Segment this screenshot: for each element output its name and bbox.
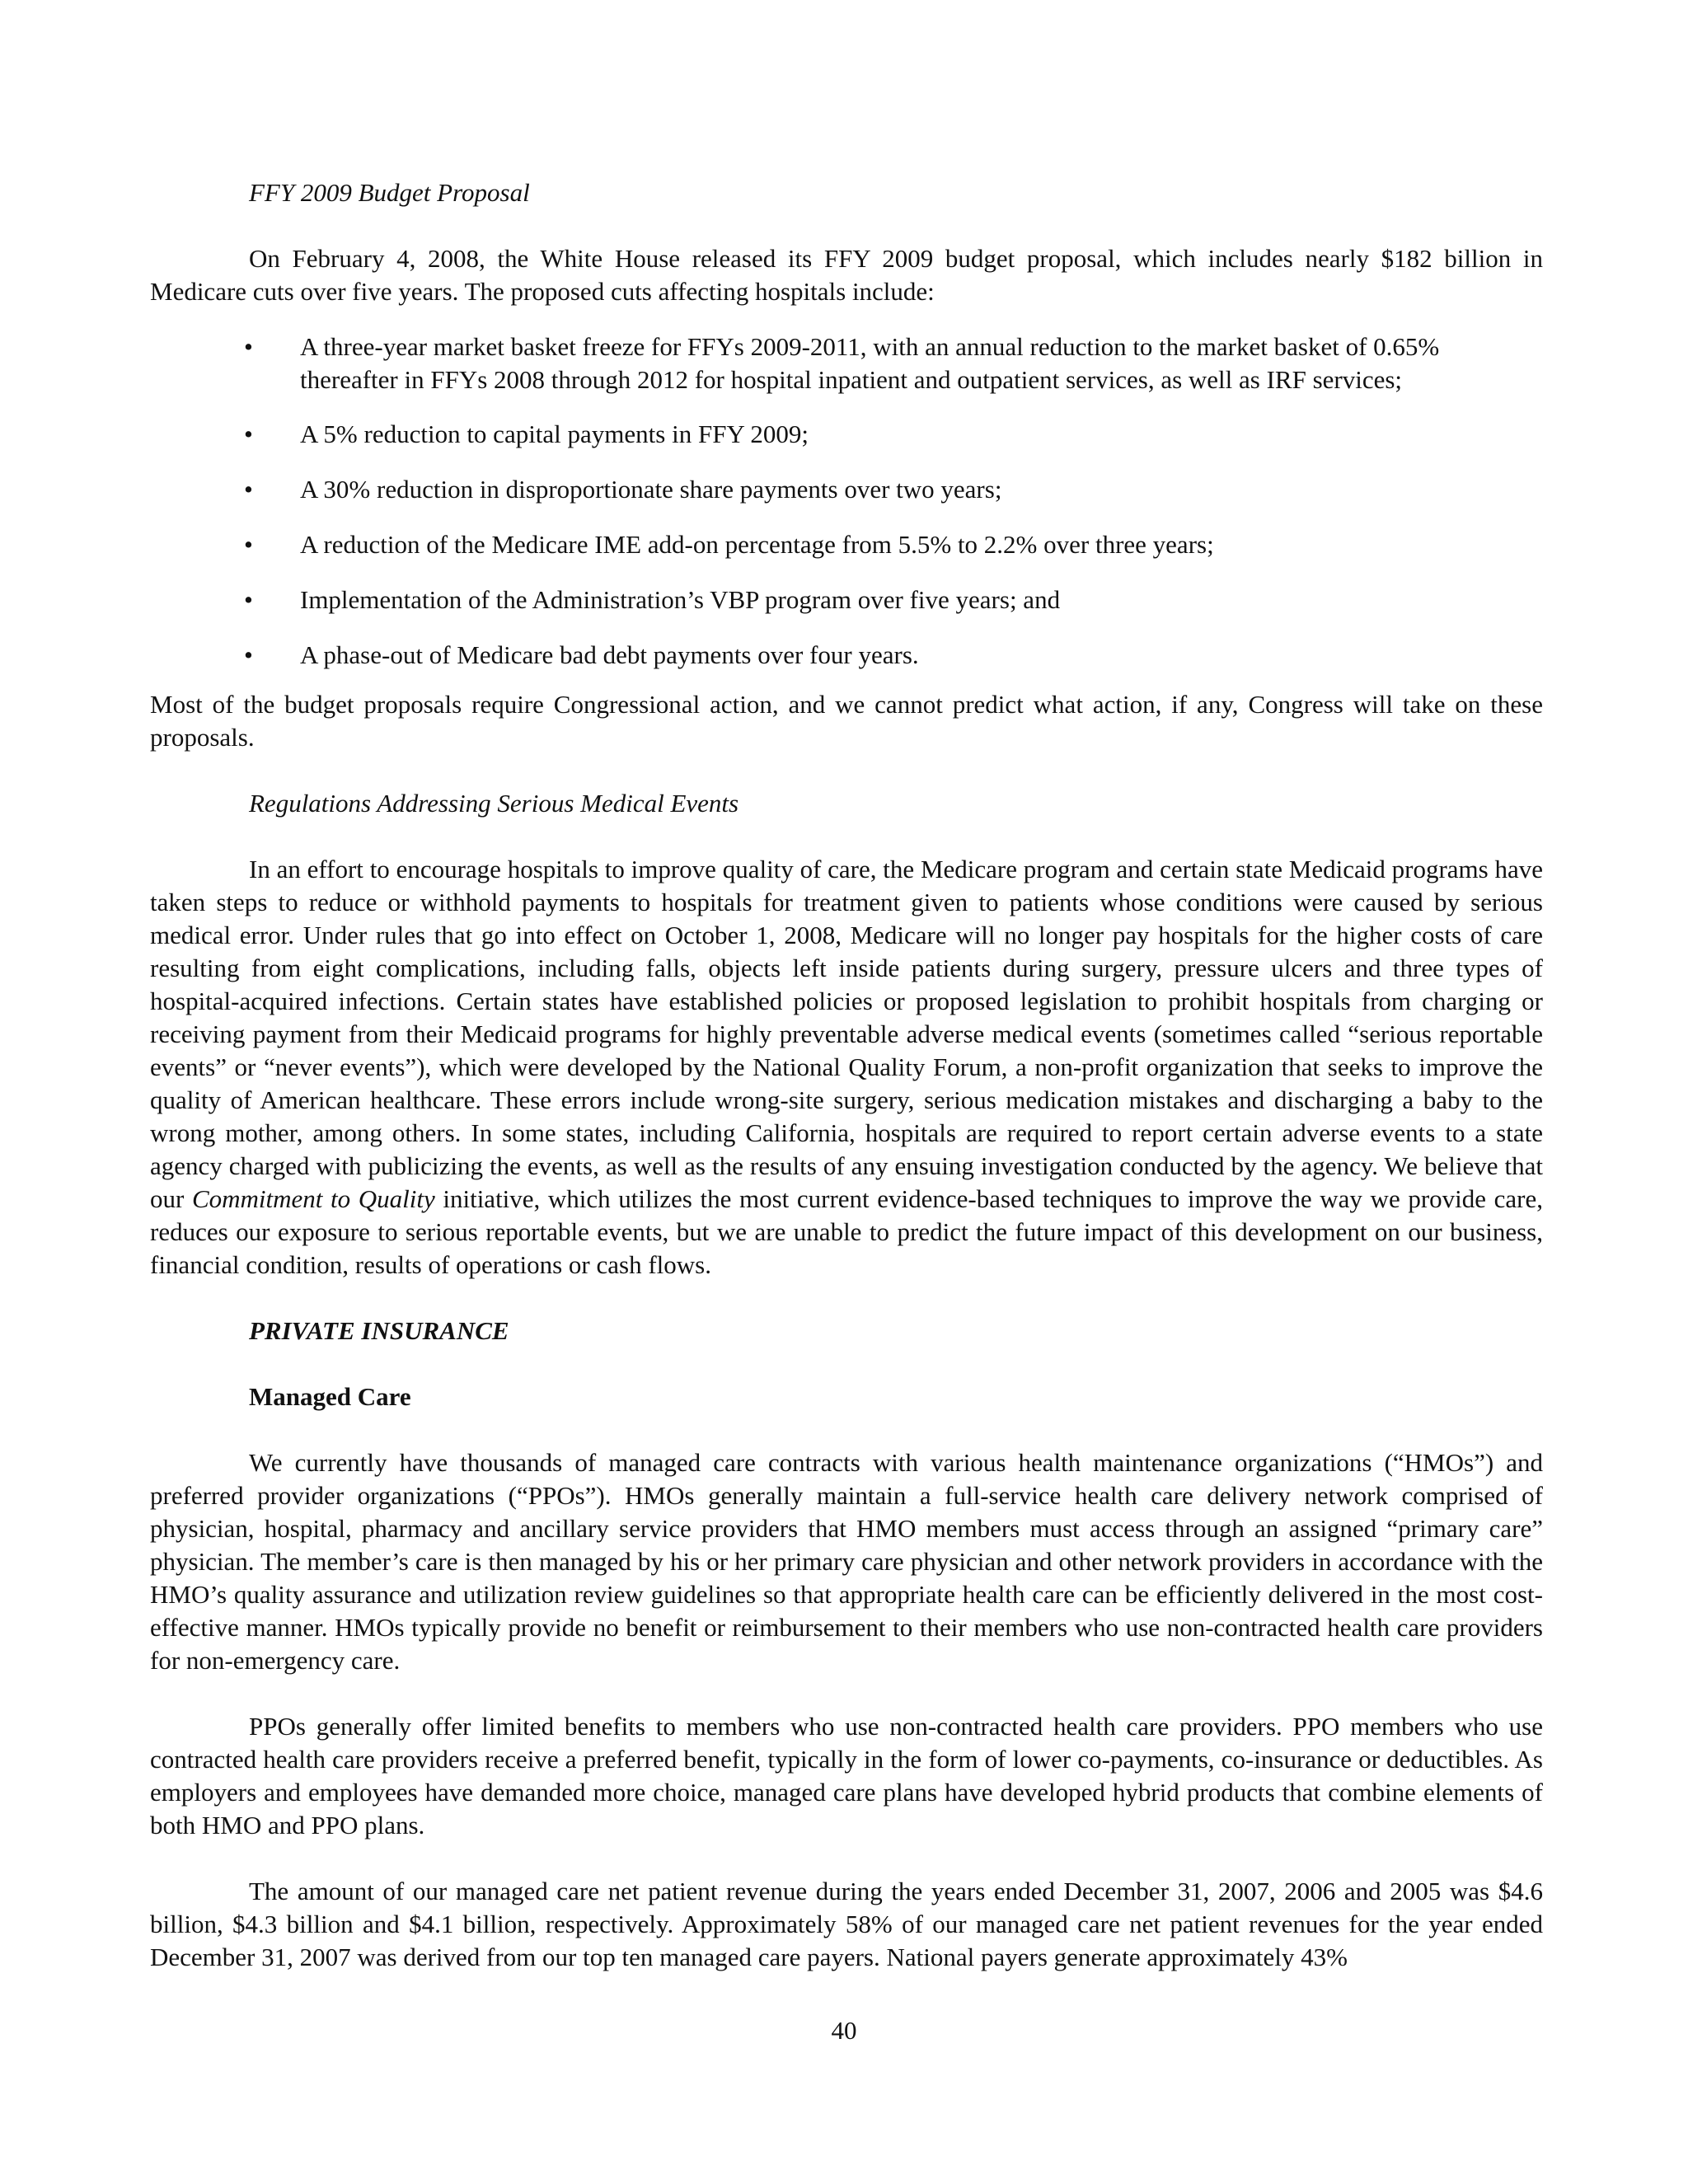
bullet-icon: •	[244, 332, 253, 361]
page-number: 40	[831, 2016, 857, 2045]
managed-care-paragraph-1: We currently have thousands of managed care contracts with various health maintenance organizations (“HMOs”) and preferred provider organizations (“PPOs”). HMOs generally maintain a full-service health care delivery network comprised of physician, hospital, pharmacy and ancillary service providers that HMO members must access through an assigned “primary care” physician. The member’s care is then managed by his or her primary care physician and other network providers in accordance with the HMO’s quality assurance and utilization review guidelines so that appropriate health care can be efficiently delivered in the most cost-effective manner. HMOs typically provide no benefit or reimbursement to their members who use non-contracted health care providers for non-emergency care.	[150, 1448, 1543, 1675]
commitment-to-quality-term: Commitment to Quality	[191, 1184, 435, 1213]
list-item-text: A reduction of the Medicare IME add-on percentage from 5.5% to 2.2% over three years;	[300, 530, 1214, 559]
managed-care-heading: Managed Care	[249, 1382, 411, 1411]
list-item-text: A phase-out of Medicare bad debt payments over four years.	[300, 640, 919, 669]
list-item-text: A 30% reduction in disproportionate share payments over two years;	[300, 475, 1002, 504]
bullet-icon: •	[244, 640, 253, 669]
list-item	[150, 418, 1543, 451]
serious-events-text-b: initiative, which utilizes the most current evidence-based techniques to improve the way we provide care, reduces our exposure to serious reportable events, but we are unable to predict the future impact of this development on our business, financial condition, results of operations or cash flows.	[150, 1184, 1543, 1279]
bullet-icon: •	[244, 530, 253, 559]
list-item	[150, 528, 1543, 561]
list-item-text: A three-year market basket freeze for FFYs 2009-2011, with an annual reduction to the market basket of 0.65% thereafter in FFYs 2008 through 2012 for hospital inpatient and outpatient services, as well as IRF services;	[300, 332, 1440, 394]
budget-closing: Most of the budget proposals require Congressional action, and we cannot predict what action, if any, Congress will take on these proposals.	[150, 690, 1543, 752]
list-item	[150, 330, 1543, 396]
private-insurance-heading: PRIVATE INSURANCE	[249, 1316, 509, 1345]
managed-care-paragraph-3: The amount of our managed care net patient revenue during the years ended December 31, 2007, 2006 and 2005 was $4.6 billion, $4.3 billion and $4.1 billion, respectively. Approximately 58% of our managed care net patient revenues for the year ended December 31, 2007 was derived from our top ten managed care payers. National payers generate approximately 43%	[150, 1877, 1543, 1971]
managed-care-paragraph-2: PPOs generally offer limited benefits to members who use non-contracted health care providers. PPO members who use contracted health care providers receive a preferred benefit, typically in the form of lower co-payments, co-insurance or deductibles. As employers and employees have demanded more choice, managed care plans have developed hybrid products that combine elements of both HMO and PPO plans.	[150, 1712, 1543, 1840]
budget-heading: FFY 2009 Budget Proposal	[249, 178, 530, 207]
list-item-text: A 5% reduction to capital payments in FFY 2009;	[300, 419, 809, 448]
list-item	[150, 473, 1543, 506]
serious-events-text-a: In an effort to encourage hospitals to improve quality of care, the Medicare program and certain state Medicaid programs have taken steps to reduce or withhold payments to hospitals for treatment given to patients whose conditions were caused by serious medical error. Under rules that go into effect on October 1, 2008, Medicare will no longer pay hospitals for the higher costs of care resulting from eight complications, including falls, objects left inside patients during surgery, pressure ulcers and three types of hospital-acquired infections. Certain states have established policies or proposed legislation to prohibit hospitals from charging or receiving payment from their Medicaid programs for highly preventable adverse medical events (sometimes called “serious reportable events” or “never events”), which were developed by the National Quality Forum, a non-profit organization that seeks to improve the quality of American healthcare. These errors include wrong-site surgery, serious medication mistakes and discharging a baby to the wrong mother, among others. In some states, including California, hospitals are required to report certain adverse events to a state agency charged with publicizing the events, as well as the results of any ensuing investigation conducted by the agency. We believe that our	[150, 855, 1543, 1213]
budget-cuts-list	[150, 330, 1543, 672]
document-page	[150, 176, 1543, 1974]
list-item-text: Implementation of the Administration’s VBP program over five years; and	[300, 585, 1061, 614]
list-item	[150, 583, 1543, 616]
list-item	[150, 639, 1543, 672]
serious-events-heading: Regulations Addressing Serious Medical Events	[249, 789, 739, 818]
bullet-icon: •	[244, 475, 253, 504]
bullet-icon: •	[244, 419, 253, 448]
serious-events-paragraph	[150, 853, 1543, 1282]
bullet-icon: •	[244, 585, 253, 614]
budget-intro: On February 4, 2008, the White House released its FFY 2009 budget proposal, which includes nearly $182 billion in Medicare cuts over five years. The proposed cuts affecting hospitals include:	[150, 244, 1543, 306]
